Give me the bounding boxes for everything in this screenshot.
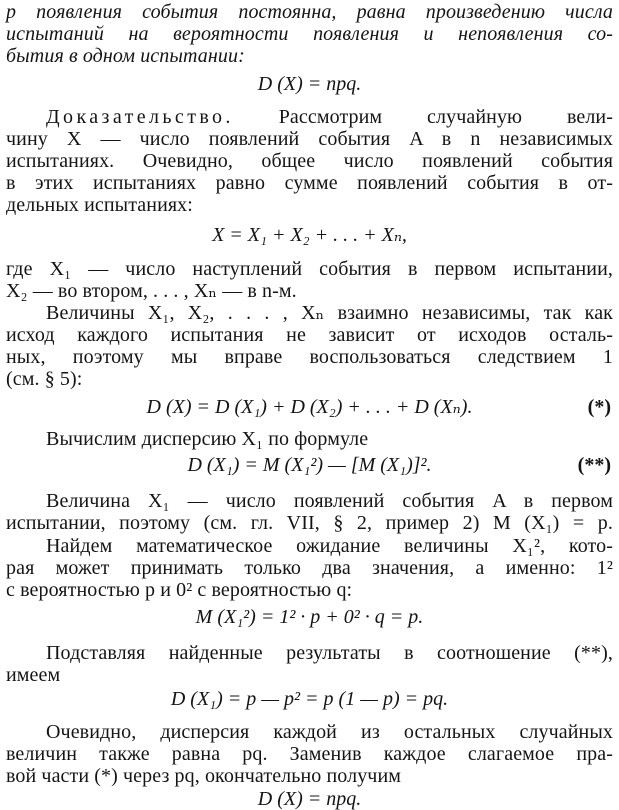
equation-tag-double-star: (**) [577, 454, 611, 476]
independence-line: исход каждого испытания не зависит от исходов осталь- [6, 324, 613, 346]
substitution-line: имеем [6, 664, 61, 686]
expectation-line: с вероятностью p и 0² с вероятностью q: [6, 579, 353, 601]
final-line: вой части (*) через pq, окончательно получим [6, 765, 402, 787]
where-line: где X₁ — число наступлений события в первом испытании, [6, 258, 613, 280]
equation-main: D (X) = npq. [257, 73, 362, 95]
equation-variance: D (X₁) = M (X₁²) — [M (X₁)]². [187, 454, 432, 476]
calc-line: Вычислим дисперсию X₁ по формуле [46, 428, 369, 450]
equation-dispersion-sum: D (X) = D (X₁) + D (X₂) + . . . + D (Xₙ). [146, 396, 473, 418]
proof-line: дельных испытаниях: [6, 194, 193, 216]
proof-line-rest: Рассмотрим случайную вели- [233, 106, 613, 128]
independence-line: ных, поэтому мы вправе воспользоваться следствием 1 [6, 346, 613, 368]
final-line: Очевидно, дисперсия каждой из остальных случайных [46, 721, 613, 743]
intro-line: бытия в одном испытании: [6, 45, 245, 67]
independence-line: (см. § 5): [6, 368, 83, 390]
expectation-line: рая может принимать только два значения, а именно: 1² [6, 557, 613, 579]
proof-line [46, 106, 613, 128]
value-line: Величина X₁ — число появлений события A в первом [46, 490, 613, 512]
equation-result: D (X₁) = p — p² = p (1 — p) = pq. [170, 688, 449, 710]
proof-heading: Доказательство. [46, 106, 234, 128]
substitution-line: Подставляя найденные результаты в соотношение (**), [46, 642, 613, 664]
proof-line: в этих испытаниях равно сумме появлений события в от- [6, 172, 613, 194]
equation-sum: X = X₁ + X₂ + . . . + Xₙ, [212, 224, 407, 246]
value-line: испытании, поэтому (см. гл. VII, § 2, пример 2) M (X₁) = p. [6, 512, 613, 534]
intro-line: p появления события постоянна, равна произведению числа [6, 1, 613, 23]
independence-line: Величины X₁, X₂, . . . , Xₙ взаимно независимы, так как [46, 302, 613, 324]
equation-expectation: M (X₁²) = 1² · p + 0² · q = p. [195, 606, 424, 628]
final-line: величин также равна pq. Заменив каждое слагаемое пра- [6, 743, 613, 765]
intro-line: испытаний на вероятности появления и непоявления со- [6, 23, 613, 45]
equation-tag-star: (*) [587, 396, 611, 418]
proof-line: испытаниях. Очевидно, общее число появлений события [6, 150, 613, 172]
where-line: X₂ — во втором, . . . , Xₙ — в n-м. [6, 280, 297, 302]
expectation-line: Найдем математическое ожидание величины X₁², кото- [46, 535, 613, 557]
equation-final: D (X) = npq. [257, 788, 362, 810]
proof-line: чину X — число появлений события A в n независимых [6, 128, 613, 150]
